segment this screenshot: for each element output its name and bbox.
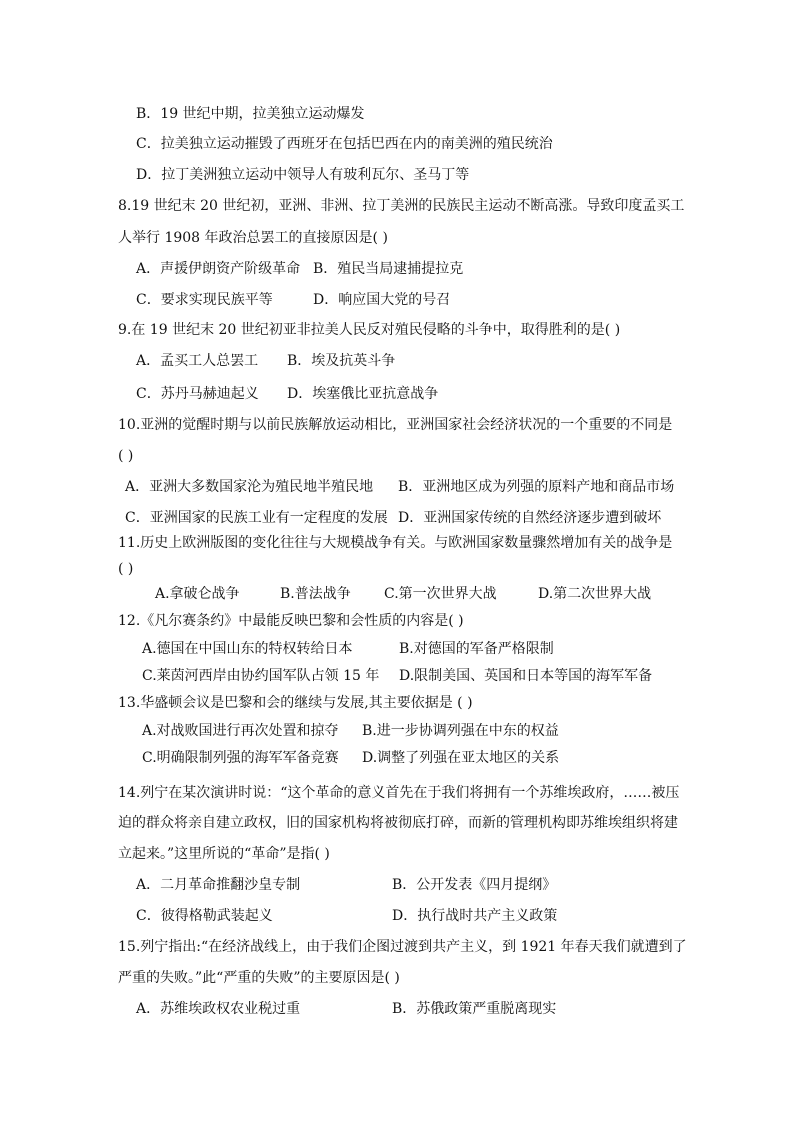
q14-option-a: A．二月革命推翻沙皇专制 <box>136 877 301 893</box>
q9-stem: 9.在 19 世纪末 20 世纪初亚非拉美人民反对殖民侵略的斗争中，取得胜利的是( ) <box>118 322 621 338</box>
q9-option-a: A．孟买工人总罢工 <box>136 353 259 369</box>
q11-option-d: D.第二次世界大战 <box>538 586 652 602</box>
q13-stem: 13.华盛顿会议是巴黎和会的继续与发展,其主要依据是 ( ) <box>118 695 473 711</box>
q8-stem-line2: 人举行 1908 年政治总罢工的直接原因是( ) <box>118 230 388 246</box>
q9-option-b: B．埃及抗英斗争 <box>287 353 396 369</box>
q12-option-c: C.莱茵河西岸由协约国军队占领 15 年 <box>142 668 380 684</box>
q8-stem-line1: 8.19 世纪末 20 世纪初，亚洲、非洲、拉丁美洲的民族民主运动不断高涨。导致印度孟买工 <box>118 198 685 214</box>
q13-option-d: D.调整了列强在亚太地区的关系 <box>362 750 560 766</box>
q14-option-b: B．公开发表《四月提纲》 <box>392 877 557 893</box>
q10-option-a: A．亚洲大多数国家沦为殖民地半殖民地 <box>125 479 374 495</box>
q10-stem-line2: ( ) <box>118 448 134 464</box>
q8-option-b: B．殖民当局逮捕提拉克 <box>313 261 464 277</box>
q11-option-b: B.普法战争 <box>280 586 351 602</box>
q12-option-a: A.德国在中国山东的特权转给日本 <box>142 641 353 657</box>
q9-option-d: D．埃塞俄比亚抗意战争 <box>287 386 439 402</box>
q15-stem-line1: 15.列宁指出:“在经济战线上，由于我们企图过渡到共产主义，到 1921 年春天我们就遭到了 <box>118 939 687 955</box>
q14-stem-line2: 迫的群众将亲自建立政权，旧的国家机构将被彻底打碎，而新的管理机构即苏维埃组织将建 <box>118 815 678 831</box>
q7-option-c: C．拉美独立运动摧毁了西班牙在包括巴西在内的南美洲的殖民统治 <box>136 136 553 152</box>
q14-option-c: C．彼得格勒武装起义 <box>136 908 273 924</box>
q15-option-b: B．苏俄政策严重脱离现实 <box>392 1001 557 1017</box>
q13-option-a: A.对战败国进行再次处置和掠夺 <box>142 723 339 739</box>
q8-option-a: A．声援伊朗资产阶级革命 <box>136 261 301 277</box>
q8-option-c: C．要求实现民族平等 <box>136 292 273 308</box>
q11-stem-line1: 11.历史上欧洲版图的变化往往与大规模战争有关。与欧洲国家数量骤然增加有关的战争是 <box>118 535 673 551</box>
q7-option-d: D．拉丁美洲独立运动中领导人有玻利瓦尔、圣马丁等 <box>136 167 470 183</box>
q14-option-d: D．执行战时共产主义政策 <box>392 908 558 924</box>
q10-option-c: C．亚洲国家的民族工业有一定程度的发展 <box>125 510 388 526</box>
q14-stem-line3: 立起来。”这里所说的“革命”是指( ) <box>118 846 330 862</box>
q10-option-b: B．亚洲地区成为列强的原料产地和商品市场 <box>398 479 675 495</box>
q14-stem-line1: 14.列宁在某次演讲时说：“这个革命的意义首先在于我们将拥有一个苏维埃政府，……被压 <box>118 785 680 801</box>
q7-option-b: B．19 世纪中期，拉美独立运动爆发 <box>136 106 365 122</box>
q13-option-b: B.进一步协调列强在中东的权益 <box>362 723 559 739</box>
q8-option-d: D．响应国大党的号召 <box>313 292 451 308</box>
q12-stem: 12.《凡尔赛条约》中最能反映巴黎和会性质的内容是( ) <box>118 613 464 629</box>
q12-option-b: B.对德国的军备严格限制 <box>399 641 554 657</box>
q13-option-c: C.明确限制列强的海军军备竞赛 <box>142 750 339 766</box>
q15-option-a: A．苏维埃政权农业税过重 <box>136 1001 301 1017</box>
q9-option-c: C．苏丹马赫迪起义 <box>136 386 259 402</box>
q11-stem-line2: ( ) <box>118 561 134 577</box>
q11-option-a: A.拿破仑战争 <box>155 586 240 602</box>
q12-option-d: D.限制美国、英国和日本等国的海军军备 <box>399 668 653 684</box>
q10-option-d: D．亚洲国家传统的自然经济逐步遭到破坏 <box>398 510 662 526</box>
q15-stem-line2: 严重的失败。”此“严重的失败”的主要原因是( ) <box>118 970 400 986</box>
q10-stem-line1: 10.亚洲的觉醒时期与以前民族解放运动相比，亚洲国家社会经济状况的一个重要的不同是 <box>118 417 673 433</box>
q11-option-c: C.第一次世界大战 <box>384 586 497 602</box>
